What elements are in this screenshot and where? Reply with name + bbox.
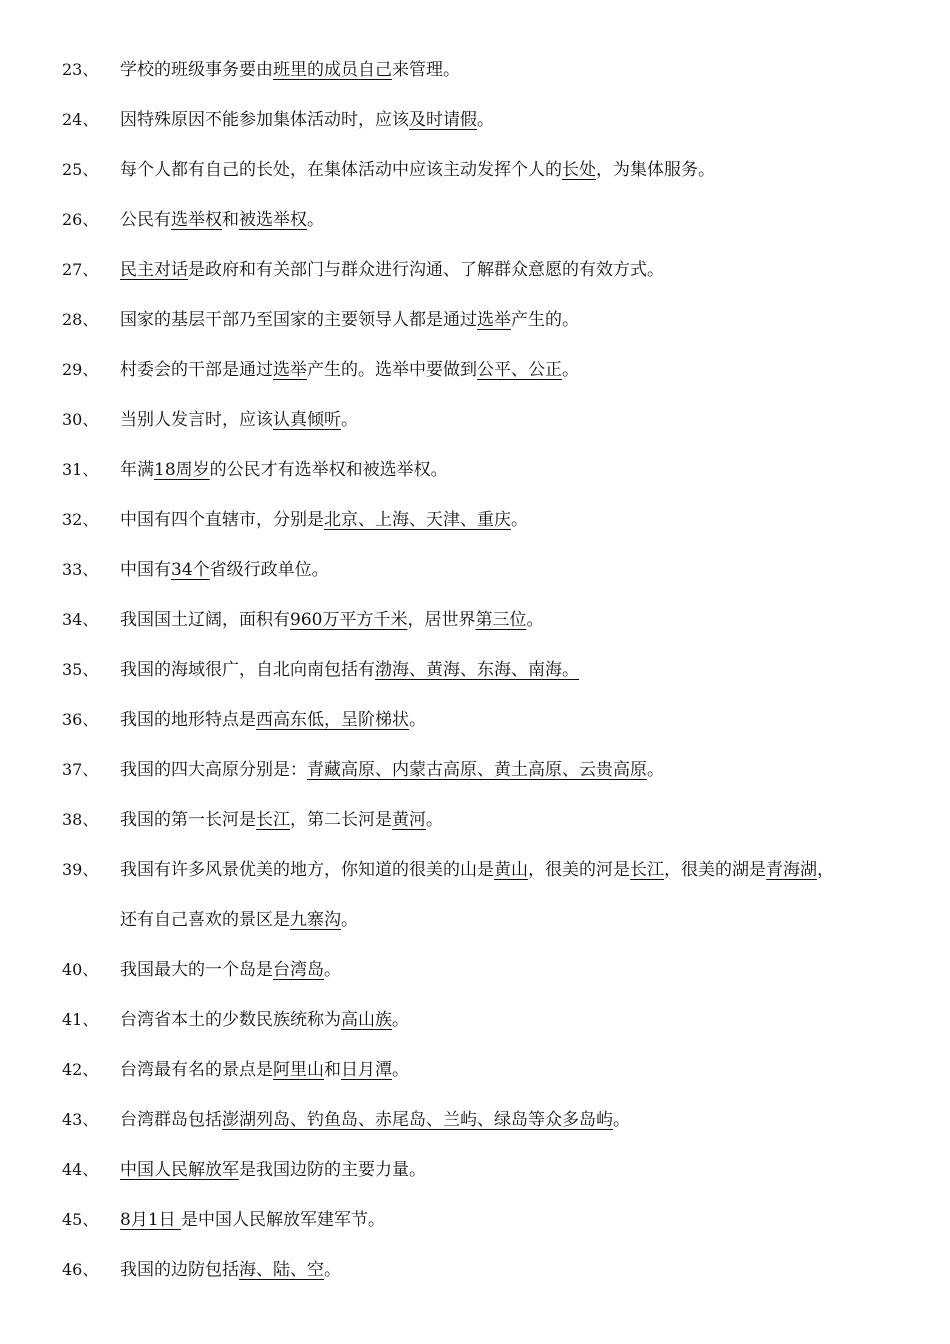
answer-blank: 及时请假: [409, 110, 477, 130]
item-text: [120, 759, 664, 781]
item-text: [120, 359, 579, 381]
statement-text: 和: [324, 1060, 341, 1080]
answer-blank: 西高东低，呈阶梯状: [256, 710, 409, 730]
answer-blank: 被选举权: [239, 210, 307, 230]
statement-text: 台湾省本土的少数民族统称为: [120, 1010, 341, 1030]
statement-text: 中国有四个直辖市，分别是: [120, 510, 324, 530]
list-item: [0, 152, 950, 188]
item-text: [120, 809, 443, 831]
statement-text: 国家的基层干部乃至国家的主要领导人都是通过: [120, 310, 477, 330]
statement-text: 。: [392, 1010, 409, 1030]
statement-text: 。: [613, 1110, 630, 1130]
answer-blank: 选举权: [171, 210, 222, 230]
item-text: [120, 509, 528, 531]
item-number: 32、: [62, 510, 99, 529]
list-item: [0, 52, 950, 88]
item-text: [120, 1109, 630, 1131]
answer-blank: 渤海、黄海、东海、南海。: [375, 660, 579, 680]
list-item: [0, 502, 950, 538]
list-item: [0, 352, 950, 388]
item-text: [120, 1259, 341, 1281]
item-number: 39、: [62, 860, 99, 879]
list-item: [0, 1102, 950, 1138]
answer-blank: 民主对话: [120, 260, 188, 280]
statement-text: 。: [477, 110, 494, 130]
item-number: 26、: [62, 210, 99, 229]
statement-text: 省级行政单位。: [209, 560, 329, 580]
statement-text: 我国最大的一个岛是: [120, 960, 273, 980]
statement-text: 我国的地形特点是: [120, 710, 256, 730]
answer-blank: 青海湖: [766, 860, 817, 880]
item-number: 42、: [62, 1060, 99, 1079]
list-item: [0, 1052, 950, 1088]
statement-text: 中国有: [120, 560, 171, 580]
statement-text: 我国的四大高原分别是：: [120, 760, 307, 780]
statement-text: 产生的。: [511, 310, 579, 330]
list-item: [0, 402, 950, 438]
list-item: [0, 1252, 950, 1288]
statement-text: 还有自己喜欢的景区是: [120, 910, 290, 930]
statement-text: 。: [647, 760, 664, 780]
item-text: [120, 1059, 409, 1081]
list-item: [0, 1152, 950, 1188]
answer-blank: 18周岁: [154, 460, 210, 480]
list-item: [0, 252, 950, 288]
statement-text: ，: [817, 860, 834, 880]
statement-text: ，为集体服务。: [596, 160, 715, 180]
list-item: [0, 752, 950, 788]
answer-blank: 日月潭: [341, 1060, 392, 1080]
item-number: 23、: [62, 60, 99, 79]
item-text: [120, 609, 543, 631]
list-item: [0, 1002, 950, 1038]
item-number: 25、: [62, 160, 99, 179]
answer-blank: 长江: [630, 860, 664, 880]
list-item: [0, 452, 950, 488]
answer-blank: 选举: [273, 360, 307, 380]
list-item: [0, 902, 950, 938]
answer-blank: 黄山: [494, 860, 528, 880]
item-number: 29、: [62, 360, 99, 379]
item-number: 37、: [62, 760, 99, 779]
answer-blank: 960万平方千米: [290, 610, 408, 630]
statement-text: 学校的班级事务要由: [120, 60, 273, 80]
statement-text: 。: [511, 510, 528, 530]
answer-blank: 青藏高原、内蒙古高原、黄土高原、云贵高原: [307, 760, 647, 780]
statement-text: 我国的第一长河是: [120, 810, 256, 830]
statement-text: 是我国边防的主要力量。: [239, 1160, 426, 1180]
statement-text: 我国国土辽阔，面积有: [120, 610, 290, 630]
statement-text: 。: [324, 1260, 341, 1280]
answer-blank: 黄河: [392, 810, 426, 830]
item-text: [120, 109, 494, 131]
list-item: [0, 702, 950, 738]
item-number: 34、: [62, 610, 99, 629]
item-text: [120, 959, 341, 981]
item-number: 28、: [62, 310, 99, 329]
answer-blank: 九寨沟: [290, 910, 341, 930]
answer-blank: 北京、上海、天津、重庆: [324, 510, 511, 530]
list-item: [0, 552, 950, 588]
list-item: [0, 202, 950, 238]
item-text: [120, 1159, 426, 1181]
item-text: [120, 159, 715, 181]
statement-text: 因特殊原因不能参加集体活动时，应该: [120, 110, 409, 130]
item-text: [120, 709, 426, 731]
answer-blank: 阿里山: [273, 1060, 324, 1080]
list-item: [0, 602, 950, 638]
answer-blank: 班里的成员自己: [273, 60, 392, 80]
statement-text: 。: [341, 910, 358, 930]
statement-text: ，居世界: [407, 610, 476, 630]
statement-text: 。: [341, 410, 358, 430]
statement-text: 我国有许多风景优美的地方，你知道的很美的山是: [120, 860, 494, 880]
statement-text: 我国的海域很广，自北向南包括有: [120, 660, 375, 680]
answer-blank: 澎湖列岛、钓鱼岛、赤尾岛、兰屿、绿岛等众多岛屿: [222, 1110, 613, 1130]
item-number: 44、: [62, 1160, 99, 1179]
item-number: 35、: [62, 660, 99, 679]
item-number: 27、: [62, 260, 99, 279]
item-number: 33、: [62, 560, 99, 579]
answer-blank: 长江: [256, 810, 290, 830]
statement-text: 当别人发言时，应该: [120, 410, 273, 430]
answer-blank: 高山族: [341, 1010, 392, 1030]
item-text: [120, 559, 329, 581]
list-item: [0, 1202, 950, 1238]
list-item: [0, 952, 950, 988]
statement-text: 每个人都有自己的长处，在集体活动中应该主动发挥个人的: [120, 160, 562, 180]
statement-text: ，很美的湖是: [664, 860, 766, 880]
statement-text: ，很美的河是: [528, 860, 630, 880]
item-number: 46、: [62, 1260, 99, 1279]
statement-text: 我国的边防包括: [120, 1260, 239, 1280]
statement-text: 来管理。: [392, 60, 460, 80]
answer-blank: 34个: [171, 560, 210, 580]
statement-text: 年满: [120, 460, 154, 480]
statement-text: 是政府和有关部门与群众进行沟通、了解群众意愿的有效方式。: [188, 260, 664, 280]
statement-text: ，第二长河是: [290, 810, 392, 830]
statement-text: 。: [307, 210, 324, 230]
answer-blank: 8月1日: [120, 1210, 182, 1230]
list-item: [0, 802, 950, 838]
item-text: [120, 59, 460, 81]
list-item: [0, 102, 950, 138]
statement-text: 村委会的干部是通过: [120, 360, 273, 380]
item-number: 43、: [62, 1110, 99, 1129]
answer-blank: 第三位: [475, 610, 527, 630]
item-text: [120, 259, 664, 281]
statement-text: 。: [409, 710, 426, 730]
item-number: 24、: [62, 110, 99, 129]
statement-text: 。: [526, 610, 544, 630]
item-text: [120, 1209, 385, 1231]
item-text: [120, 1009, 409, 1031]
statement-text: 。: [426, 810, 443, 830]
statement-text: 公民有: [120, 210, 171, 230]
item-number: 30、: [62, 410, 99, 429]
item-number: 40、: [62, 960, 99, 979]
list-item: [0, 302, 950, 338]
list-item: [0, 652, 950, 688]
statement-text: 。: [392, 1060, 409, 1080]
statement-text: 。: [324, 960, 341, 980]
statement-text: 的公民才有选举权和被选举权。: [209, 460, 448, 480]
item-text: [120, 909, 358, 931]
item-text: [120, 409, 358, 431]
statement-text: 。: [562, 360, 579, 380]
list-item: [0, 852, 950, 888]
answer-blank: 公平、公正: [477, 360, 562, 380]
statement-text: 台湾最有名的景点是: [120, 1060, 273, 1080]
answer-blank: 认真倾听: [273, 410, 341, 430]
answer-blank: 中国人民解放军: [120, 1160, 239, 1180]
answer-blank: 选举: [477, 310, 511, 330]
item-number: 41、: [62, 1010, 99, 1029]
item-number: 38、: [62, 810, 99, 829]
item-number: 31、: [62, 460, 99, 479]
item-number: 45、: [62, 1210, 99, 1229]
statement-text: 是中国人民解放军建军节。: [181, 1210, 386, 1230]
item-text: [120, 659, 579, 681]
statement-text: 和: [222, 210, 239, 230]
item-text: [120, 459, 448, 481]
statement-text: 台湾群岛包括: [120, 1110, 222, 1130]
answer-blank: 台湾岛: [273, 960, 324, 980]
item-text: [120, 859, 834, 881]
item-text: [120, 209, 324, 231]
item-number: 36、: [62, 710, 99, 729]
item-text: [120, 309, 579, 331]
statement-text: 产生的。选举中要做到: [307, 360, 477, 380]
answer-blank: 海、陆、空: [239, 1260, 324, 1280]
answer-blank: 长处: [562, 160, 596, 180]
